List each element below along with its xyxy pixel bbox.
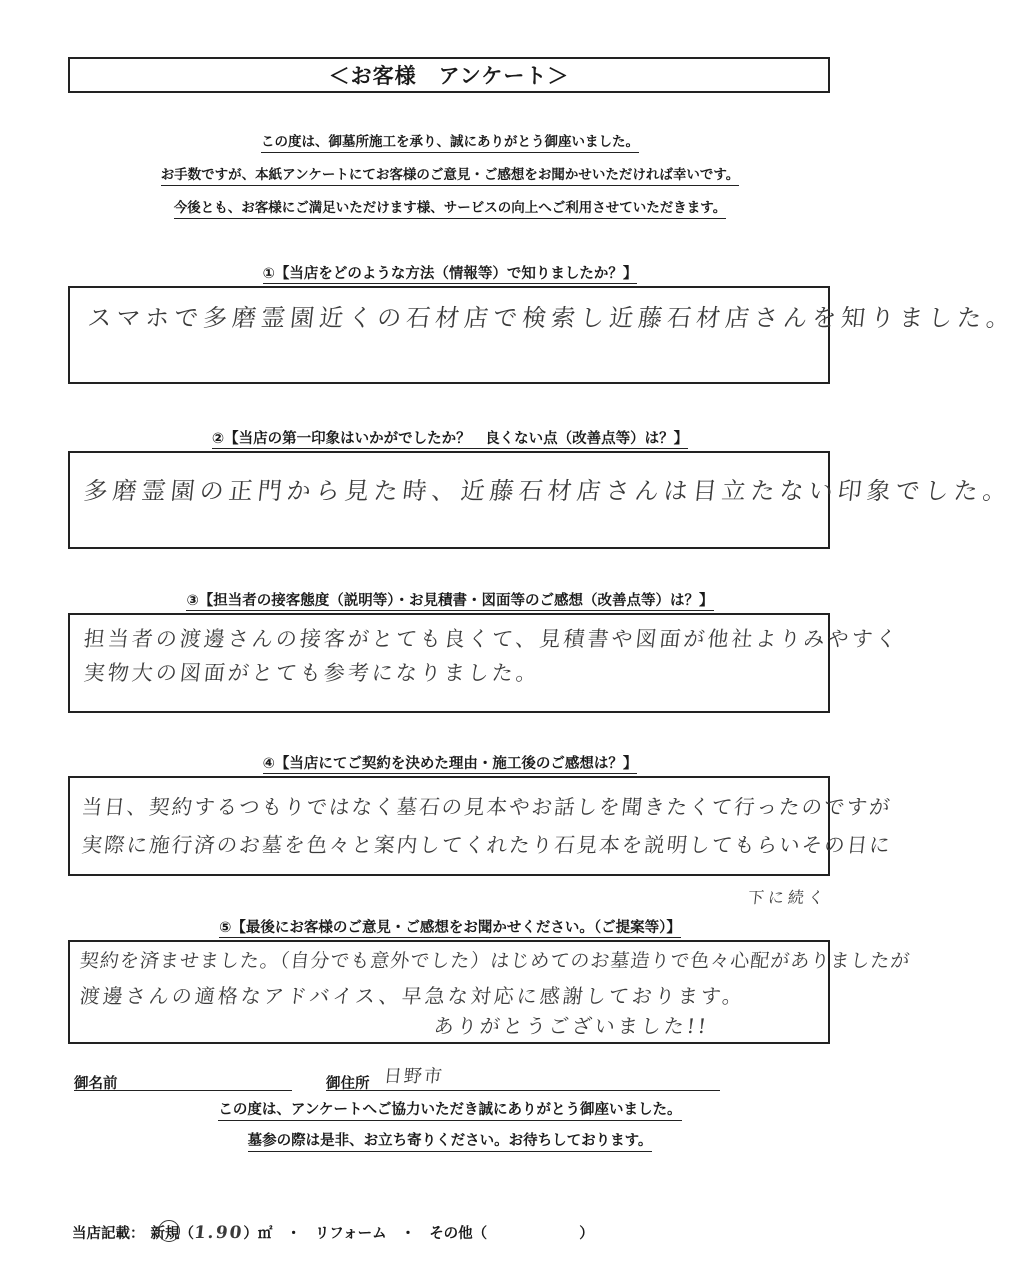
new-area-value[interactable]: 1.90 <box>192 1223 245 1243</box>
store-record-label: 当店記載： <box>72 1226 145 1242</box>
option-reform[interactable]: リフォーム <box>314 1226 387 1242</box>
question-1-label: ①【当店をどのような方法（情報等）で知りましたか？】 <box>262 266 638 282</box>
continued-note: 下に続く <box>746 888 829 907</box>
option-new[interactable]: 新規（ <box>150 1226 194 1242</box>
answer-1-line-1: スマホで多磨霊園近くの石材店で検索し近藤石材店さんを知りました。 <box>86 304 1017 332</box>
store-record <box>72 1222 594 1243</box>
selected-circle-mark <box>158 1220 180 1242</box>
intro-line-3: 今後とも、お客様にご満足いただけます様、サービスの向上へご利用させていただきます。 <box>0 196 900 216</box>
address-input[interactable]: 日野市 <box>382 1066 445 1087</box>
answer-box-2[interactable] <box>68 451 1014 549</box>
closing-line-1: この度は、アンケートへご協力いただき誠にありがとう御座いました。 <box>0 1098 900 1119</box>
option-other-close: ） <box>579 1226 594 1242</box>
answer-4-line-2: 実際に施行済のお墓を色々と案内してくれたり石見本を説明してもらいその日に <box>80 833 894 857</box>
address-label: 御住所 <box>326 1076 370 1092</box>
closing-line-2: 墓参の際は是非、お立ち寄りください。お待ちしております。 <box>0 1129 900 1150</box>
answer-4-line-1: 当日、契約するつもりではなく墓石の見本やお話しを聞きたくて行ったのですが <box>80 795 893 819</box>
answer-box-1[interactable] <box>68 286 1017 384</box>
answer-3-line-1: 担当者の渡邊さんの接客がとても良くて、見積書や図面が他社よりみやすく <box>82 627 901 651</box>
separator-2: ・ <box>400 1226 416 1242</box>
answer-box-3[interactable] <box>68 613 901 713</box>
intro-line-1: この度は、御墓所施工を承り、誠にありがとう御座いました。 <box>0 130 900 150</box>
answer-3-line-2: 実物大の図面がとても参考になりました。 <box>82 661 542 685</box>
answer-5-line-2: 渡邊さんの適格なアドバイス、早急な対応に感謝しております。 <box>78 984 747 1008</box>
answer-box-4[interactable] <box>68 776 894 876</box>
new-area-unit: ）㎡ <box>243 1226 273 1242</box>
question-4-label: ④【当店にてご契約を決めた理由・施工後のご感想は？】 <box>262 756 638 772</box>
answer-5-line-1: 契約を済ませました。（自分でも意外でした）はじめてのお墓造りで色々心配がありましたが <box>78 950 912 972</box>
name-underline <box>74 1090 292 1091</box>
answer-box-5[interactable] <box>68 940 912 1044</box>
answer-2-line-1: 多磨霊園の正門から見た時、近藤石材店さんは目立たない印象でした。 <box>82 477 1014 505</box>
option-other[interactable]: その他（ <box>429 1226 488 1242</box>
page-title: ＜お客様 アンケート＞ <box>68 57 830 93</box>
question-3-label: ③【担当者の接客態度（説明等）・お見積書・図面等のご感想（改善点等）は？】 <box>186 593 714 609</box>
intro-line-2: お手数ですが、本紙アンケートにてお客様のご意見・ご感想をお聞かせいただければ幸いです。 <box>0 163 900 183</box>
separator-1: ・ <box>286 1226 301 1242</box>
answer-5-line-3: ありがとうございました!! <box>432 1014 711 1038</box>
address-underline <box>326 1090 720 1091</box>
question-2-label: ②【当店の第一印象はいかがでしたか？ 良くない点（改善点等）は？】 <box>211 431 689 447</box>
name-label: 御名前 <box>74 1076 118 1092</box>
question-5-label: ⑤【最後にお客様のご意見・ご感想をお聞かせください。（ご提案等）】 <box>219 920 681 936</box>
